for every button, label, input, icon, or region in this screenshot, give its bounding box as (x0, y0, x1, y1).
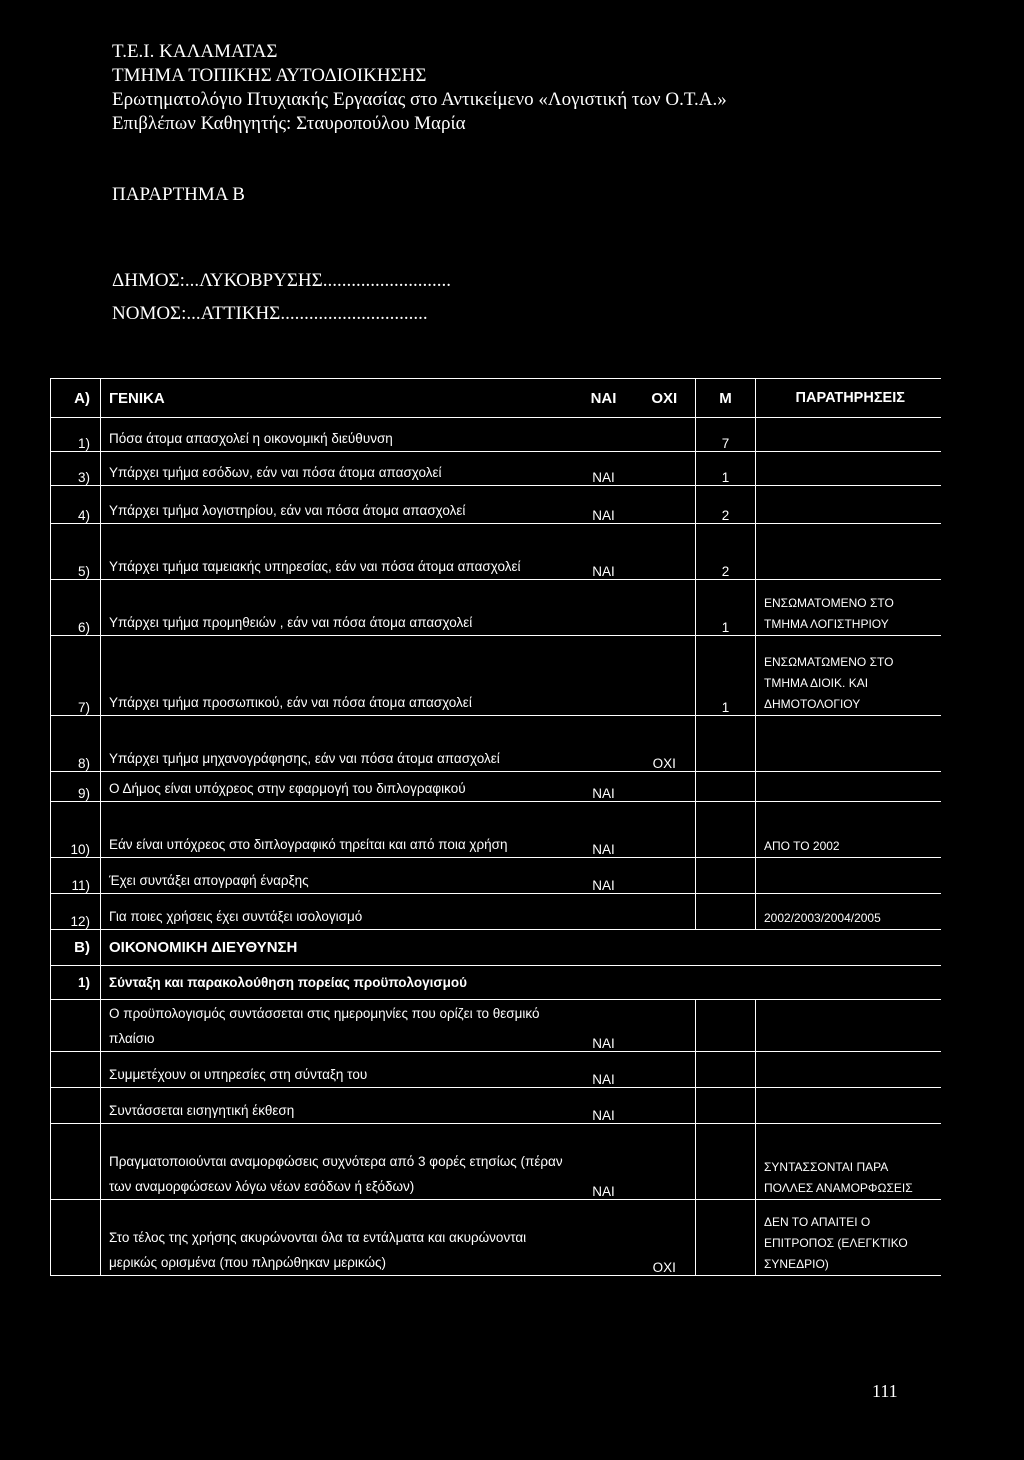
table-row (51, 580, 941, 636)
row-m (696, 858, 756, 894)
table-row (51, 524, 941, 580)
document-header (112, 40, 727, 136)
row-m: 1 (696, 636, 756, 716)
table-row (51, 452, 941, 486)
section-b-row-title: ΟΙΚΟΝΟΜΙΚΗ ΔΙΕΥΘΥΝΣΗ (101, 930, 941, 966)
row-note (756, 772, 941, 802)
row-question: Συντάσσεται εισηγητική έκθεση (101, 1088, 574, 1124)
row-note (756, 1088, 941, 1124)
subsection-b1-row (51, 966, 941, 1000)
department-name: ΤΜΗΜΑ ΤΟΠΙΚΗΣ ΑΥΤΟΔΙΟΙΚΗΣΗΣ (112, 65, 427, 86)
row-question: Πραγματοποιούνται αναμορφώσεις συχνότερα από 3 φορές ετησίως (πέραν των αναμορφώσεων λόγω νέων εσόδων ή εξόδων) (101, 1124, 574, 1200)
row-m (696, 1000, 756, 1052)
row-number: 7) (51, 636, 101, 716)
row-question: Υπάρχει τμήμα προμηθειών , εάν ναι πόσα άτομα απασχολεί (101, 580, 574, 636)
column-header-no: ΟΧΙ (634, 379, 696, 418)
table-row (51, 1124, 941, 1200)
column-header-m: Μ (696, 379, 756, 418)
row-no: ΟΧΙ (634, 716, 696, 772)
row-no (634, 772, 696, 802)
row-number: 9) (51, 772, 101, 802)
row-yes (574, 636, 634, 716)
prefecture-line: ΝΟΜΟΣ:...ΑΤΤΙΚΗΣ............................... (112, 303, 428, 324)
questionnaire-title: Ερωτηματολόγιο Πτυχιακής Εργασίας στο Αντικείμενο «Λογιστική των Ο.Τ.Α.» (112, 89, 727, 110)
row-m (696, 894, 756, 930)
row-no (634, 802, 696, 858)
row-yes: ΝΑΙ (574, 802, 634, 858)
row-number: 4) (51, 486, 101, 524)
row-no (634, 524, 696, 580)
row-number (51, 1124, 101, 1200)
row-note: 2002/2003/2004/2005 (756, 894, 941, 930)
table-header-row (51, 379, 941, 418)
row-m (696, 772, 756, 802)
column-header-yes: ΝΑΙ (574, 379, 634, 418)
row-yes (574, 894, 634, 930)
section-b-row-number: Β) (51, 930, 101, 966)
row-no (634, 858, 696, 894)
row-number (51, 1088, 101, 1124)
table-row (51, 636, 941, 716)
row-question: Για ποιες χρήσεις έχει συντάξει ισολογισμό (101, 894, 574, 930)
row-yes: ΝΑΙ (574, 1000, 634, 1052)
row-number: 3) (51, 452, 101, 486)
table-row (51, 894, 941, 930)
row-question: Υπάρχει τμήμα μηχανογράφησης, εάν ναι πόσα άτομα απασχολεί (101, 716, 574, 772)
row-no (634, 418, 696, 452)
subsection-b1-row-number: 1) (51, 966, 101, 1000)
row-question: Πόσα άτομα απασχολεί η οικονομική διεύθυνση (101, 418, 574, 452)
row-question: Έχει συντάξει απογραφή έναρξης (101, 858, 574, 894)
institution-name: Τ.Ε.Ι. ΚΑΛΑΜΑΤΑΣ (112, 41, 278, 62)
row-m: 2 (696, 486, 756, 524)
row-number: 11) (51, 858, 101, 894)
row-note (756, 418, 941, 452)
row-note: ΕΝΣΩΜΑΤΟΜΕΝΟ ΣΤΟ ΤΜΗΜΑ ΛΟΓΙΣΤΗΡΙΟΥ (756, 580, 941, 636)
row-question: Ο προϋπολογισμός συντάσσεται στις ημερομηνίες που ορίζει το θεσμικό πλαίσιο (101, 1000, 574, 1052)
row-number (51, 1000, 101, 1052)
row-m: 1 (696, 452, 756, 486)
row-yes: ΝΑΙ (574, 1052, 634, 1088)
row-no: ΟΧΙ (634, 1200, 696, 1276)
row-no (634, 1088, 696, 1124)
section-b-row (51, 930, 941, 966)
row-number: 12) (51, 894, 101, 930)
row-note (756, 716, 941, 772)
questionnaire-table (50, 378, 941, 1276)
row-note (756, 1000, 941, 1052)
row-question: Εάν είναι υπόχρεος στο διπλογραφικό τηρείται και από ποια χρήση (101, 802, 574, 858)
page-number: 111 (872, 1381, 898, 1401)
table-row (51, 1000, 941, 1052)
row-yes: ΝΑΙ (574, 524, 634, 580)
row-m: 2 (696, 524, 756, 580)
row-no (634, 1052, 696, 1088)
table-row (51, 1200, 941, 1276)
row-yes: ΝΑΙ (574, 452, 634, 486)
row-number: 1) (51, 418, 101, 452)
table-row (51, 716, 941, 772)
row-question: Υπάρχει τμήμα λογιστηρίου, εάν ναι πόσα άτομα απασχολεί (101, 486, 574, 524)
subsection-b1-row-title: Σύνταξη και παρακολούθηση πορείας προϋπολογισμού (101, 966, 941, 1000)
section-a-number: Α) (51, 379, 101, 418)
municipality-line: ΔΗΜΟΣ:...ΛΥΚΟΒΡΥΣΗΣ........................... (112, 270, 451, 291)
row-m (696, 1052, 756, 1088)
row-no (634, 1000, 696, 1052)
section-a-title: ΓΕΝΙΚΑ (101, 379, 574, 418)
row-m (696, 1124, 756, 1200)
row-no (634, 580, 696, 636)
table-row (51, 802, 941, 858)
row-note (756, 486, 941, 524)
row-no (634, 636, 696, 716)
row-no (634, 452, 696, 486)
row-note: ΕΝΣΩΜΑΤΩΜΕΝΟ ΣΤΟ ΤΜΗΜΑ ΔΙΟΙΚ. ΚΑΙ ΔΗΜΟΤΟΛΟΓΙΟΥ (756, 636, 941, 716)
row-no (634, 486, 696, 524)
row-yes (574, 1200, 634, 1276)
row-number: 10) (51, 802, 101, 858)
row-note: ΑΠΟ ΤΟ 2002 (756, 802, 941, 858)
row-question: Ο Δήμος είναι υπόχρεος στην εφαρμογή του διπλογραφικού (101, 772, 574, 802)
row-yes: ΝΑΙ (574, 858, 634, 894)
row-number (51, 1052, 101, 1088)
row-yes (574, 716, 634, 772)
row-yes: ΝΑΙ (574, 1124, 634, 1200)
table-row (51, 418, 941, 452)
row-question: Στο τέλος της χρήσης ακυρώνονται όλα τα εντάλματα και ακυρώνονται μερικώς ορισμένα (που πληρώθηκαν μερικώς) (101, 1200, 574, 1276)
column-header-notes: ΠΑΡΑΤΗΡΗΣΕΙΣ (756, 379, 941, 418)
row-m (696, 1088, 756, 1124)
row-m (696, 1200, 756, 1276)
row-note (756, 1052, 941, 1088)
row-yes (574, 580, 634, 636)
row-note (756, 858, 941, 894)
row-question: Υπάρχει τμήμα ταμειακής υπηρεσίας, εάν ναι πόσα άτομα απασχολεί (101, 524, 574, 580)
row-note (756, 524, 941, 580)
row-question: Συμμετέχουν οι υπηρεσίες στη σύνταξη του (101, 1052, 574, 1088)
row-number (51, 1200, 101, 1276)
row-number: 6) (51, 580, 101, 636)
row-yes (574, 418, 634, 452)
row-no (634, 894, 696, 930)
table-row (51, 1088, 941, 1124)
table-row (51, 1052, 941, 1088)
row-note: ΔΕΝ ΤΟ ΑΠΑΙΤΕΙ Ο ΕΠΙΤΡΟΠΟΣ (ΕΛΕΓΚΤΙΚΟ ΣΥΝΕΔΡΙΟ) (756, 1200, 941, 1276)
row-yes: ΝΑΙ (574, 1088, 634, 1124)
row-question: Υπάρχει τμήμα εσόδων, εάν ναι πόσα άτομα απασχολεί (101, 452, 574, 486)
table-row (51, 486, 941, 524)
row-note: ΣΥΝΤΑΣΣΟΝΤΑΙ ΠΑΡΑ ΠΟΛΛΕΣ ΑΝΑΜΟΡΦΩΣΕΙΣ (756, 1124, 941, 1200)
row-question: Υπάρχει τμήμα προσωπικού, εάν ναι πόσα άτομα απασχολεί (101, 636, 574, 716)
row-m (696, 802, 756, 858)
row-m (696, 716, 756, 772)
annex-title: ΠΑΡΑΡΤΗΜΑ Β (112, 184, 245, 205)
row-note (756, 452, 941, 486)
row-no (634, 1124, 696, 1200)
table-row (51, 772, 941, 802)
supervisor-line: Επιβλέπων Καθηγητής: Σταυροπούλου Μαρία (112, 113, 466, 134)
row-yes: ΝΑΙ (574, 486, 634, 524)
row-yes: ΝΑΙ (574, 772, 634, 802)
table-row (51, 858, 941, 894)
row-number: 8) (51, 716, 101, 772)
row-number: 5) (51, 524, 101, 580)
row-m: 7 (696, 418, 756, 452)
row-m: 1 (696, 580, 756, 636)
